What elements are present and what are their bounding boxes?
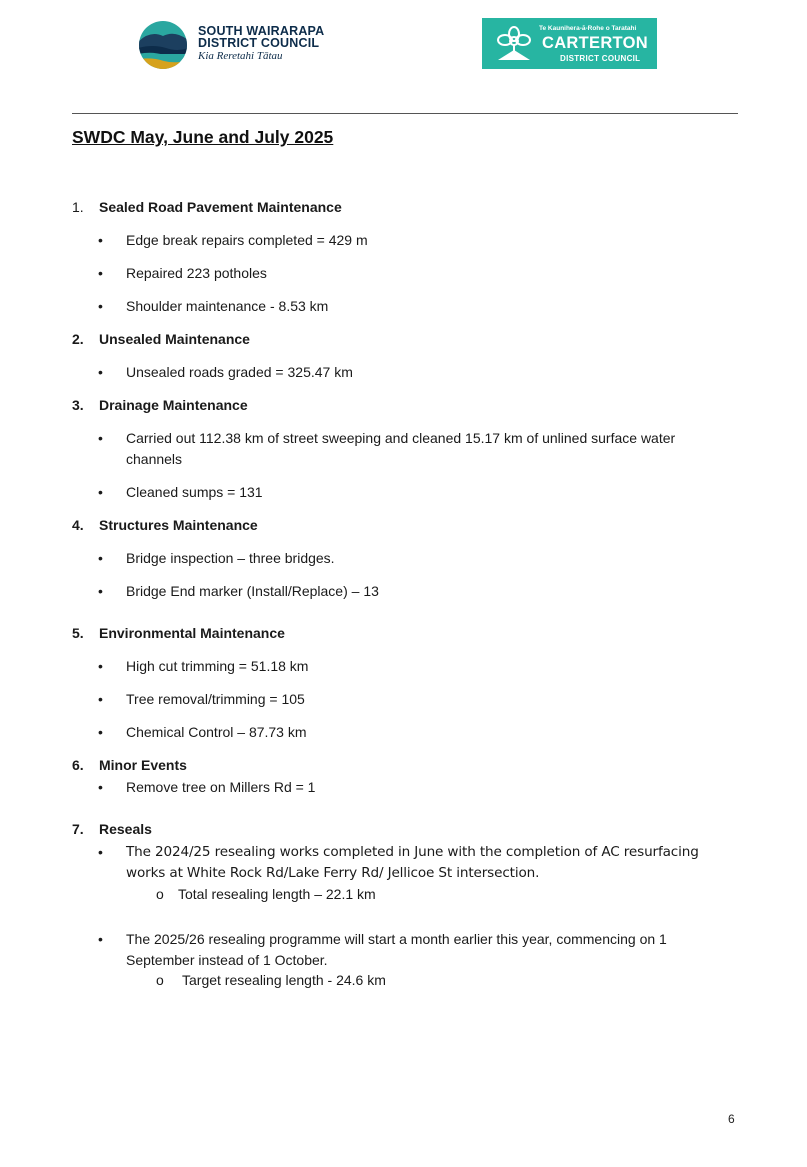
list-item bbox=[98, 230, 718, 251]
carterton-logo bbox=[482, 18, 657, 69]
bullet-icon: • bbox=[98, 364, 103, 380]
bullet-icon: • bbox=[98, 232, 103, 248]
section-number: 1. bbox=[72, 199, 84, 215]
list-item-text: The 2025/26 resealing programme will start a month earlier this year, commencing on 1 September instead of 1 October. bbox=[126, 931, 667, 968]
bullet-icon: • bbox=[98, 484, 103, 500]
list-item-text: Remove tree on Millers Rd = 1 bbox=[126, 779, 316, 795]
sub-list-item-text: Target resealing length - 24.6 km bbox=[182, 972, 386, 988]
swdc-logo-line1: SOUTH WAIRARAPA bbox=[198, 24, 325, 38]
bullet-icon: • bbox=[98, 691, 103, 707]
section-title: Unsealed Maintenance bbox=[99, 331, 250, 347]
header-divider bbox=[72, 113, 738, 114]
section-title: Structures Maintenance bbox=[99, 517, 258, 533]
list-item bbox=[98, 722, 718, 743]
bullet-icon: • bbox=[98, 430, 103, 446]
bullet-icon: • bbox=[98, 583, 103, 599]
page-number: 6 bbox=[728, 1112, 735, 1126]
section-title: Reseals bbox=[99, 821, 152, 837]
list-item-text: The 2024/25 resealing works completed in June with the completion of AC resurfacing works at White Rock Rd/Lake Ferry Rd/ Jellicoe St intersection. bbox=[126, 844, 699, 881]
list-item bbox=[98, 929, 718, 971]
list-item bbox=[98, 548, 718, 569]
bullet-icon: • bbox=[98, 779, 103, 795]
list-item bbox=[98, 263, 718, 284]
page-title: SWDC May, June and July 2025 bbox=[72, 127, 334, 147]
carterton-logo-maori: Te Kaunihera-ā-Rohe o Taratahi bbox=[539, 25, 637, 32]
bullet-icon: • bbox=[98, 931, 103, 947]
list-item-text: Bridge inspection – three bridges. bbox=[126, 550, 335, 566]
section-number: 4. bbox=[72, 517, 84, 533]
section-number: 7. bbox=[72, 821, 84, 837]
list-item bbox=[98, 656, 718, 677]
section-number: 3. bbox=[72, 397, 84, 413]
list-item-text: Unsealed roads graded = 325.47 km bbox=[126, 364, 353, 380]
list-item bbox=[98, 428, 718, 470]
section-title: Drainage Maintenance bbox=[99, 397, 248, 413]
list-item-text: Shoulder maintenance - 8.53 km bbox=[126, 298, 329, 314]
bullet-icon: • bbox=[98, 844, 103, 860]
list-item-text: Bridge End marker (Install/Replace) – 13 bbox=[126, 583, 379, 599]
list-item-text: Cleaned sumps = 131 bbox=[126, 484, 263, 500]
sub-bullet-icon: o bbox=[156, 886, 164, 902]
list-item-text: High cut trimming = 51.18 km bbox=[126, 658, 309, 674]
section-title: Minor Events bbox=[99, 757, 187, 773]
swdc-logo bbox=[138, 20, 338, 70]
list-item-text: Tree removal/trimming = 105 bbox=[126, 691, 305, 707]
carterton-logo-name: CARTERTON bbox=[542, 34, 648, 52]
carterton-logo-subtitle: DISTRICT COUNCIL bbox=[560, 54, 641, 63]
list-item bbox=[98, 482, 718, 503]
swdc-emblem-icon bbox=[138, 20, 188, 70]
sub-bullet-icon: o bbox=[156, 972, 164, 988]
swdc-logo-tagline: Kia Reretahi Tātau bbox=[198, 50, 283, 62]
bullet-icon: • bbox=[98, 658, 103, 674]
list-item-text: Carried out 112.38 km of street sweeping and cleaned 15.17 km of unlined surface water channels bbox=[126, 430, 676, 467]
section-number: 2. bbox=[72, 331, 84, 347]
bullet-icon: • bbox=[98, 265, 103, 281]
list-item-text: Repaired 223 potholes bbox=[126, 265, 267, 281]
bullet-icon: • bbox=[98, 550, 103, 566]
flower-icon bbox=[494, 24, 534, 64]
sub-list-item-text: Total resealing length – 22.1 km bbox=[178, 886, 376, 902]
swdc-logo-line2: DISTRICT COUNCIL bbox=[198, 36, 320, 50]
list-item bbox=[98, 689, 718, 710]
section-title: Environmental Maintenance bbox=[99, 625, 285, 641]
list-item bbox=[98, 296, 718, 317]
bullet-icon: • bbox=[98, 724, 103, 740]
section-number: 6. bbox=[72, 757, 84, 773]
bullet-icon: • bbox=[98, 298, 103, 314]
list-item-text: Edge break repairs completed = 429 m bbox=[126, 232, 368, 248]
list-item bbox=[98, 362, 718, 383]
swdc-logo-text bbox=[198, 25, 324, 62]
list-item bbox=[98, 581, 718, 602]
section-title: Sealed Road Pavement Maintenance bbox=[99, 199, 342, 215]
list-item bbox=[98, 777, 718, 798]
section-number: 5. bbox=[72, 625, 84, 641]
list-item bbox=[98, 842, 718, 884]
list-item-text: Chemical Control – 87.73 km bbox=[126, 724, 307, 740]
